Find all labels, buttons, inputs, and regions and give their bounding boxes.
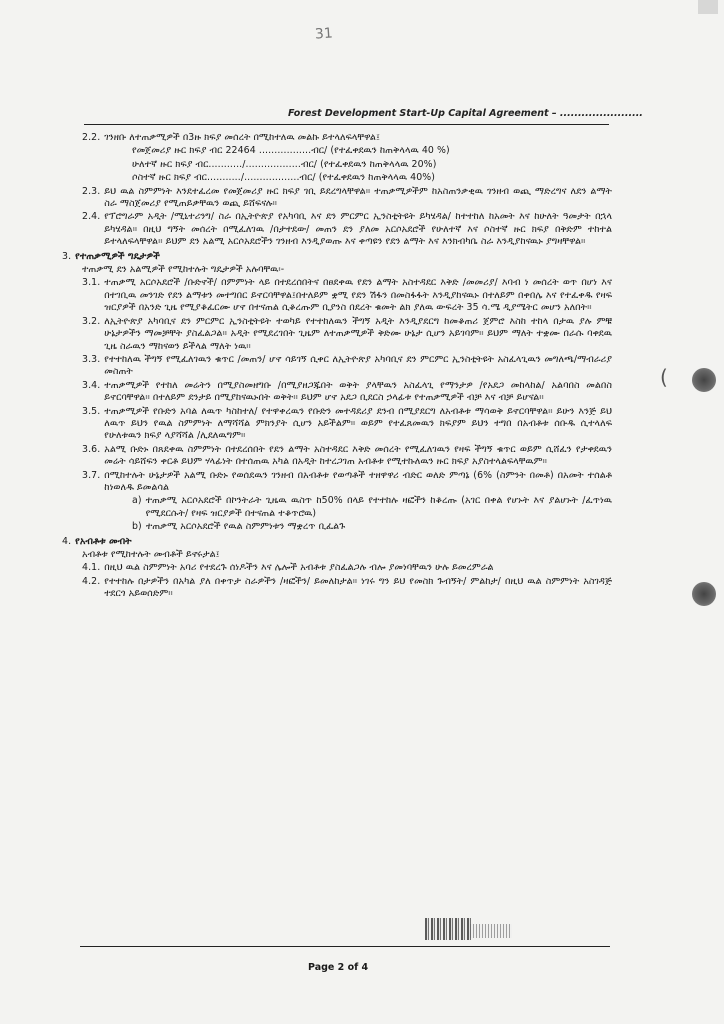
clause-number: 3.3. xyxy=(82,353,101,365)
clause-number: a) xyxy=(132,495,142,507)
clause-text: የተጠቃሚዎች ግዴታዎች xyxy=(75,250,160,262)
header-title xyxy=(288,108,643,119)
section-heading xyxy=(62,536,612,548)
punch-hole-upper xyxy=(692,368,716,392)
clause-number: 3.2. xyxy=(82,315,101,327)
payment-line xyxy=(62,172,612,184)
payment-line xyxy=(62,159,612,171)
clause-text: ለኢትዮጵያ አካባቢና ደን ምርምር ኢንስቲትዩት ተወካይ የተተከለዉን ችግኝ አዲት እንዲያደርግ ከመቆጠሪ ጀምሮ እስከ ተከላ በታዉ ያሉ ምቹ ሁኔታዎችን ማመቻቸት ያስፈልጋል። አዲት የሚደረገበት ጊዜም ለተጠቃሚዎች ቅድሙ ሁኔታ ሲሆን አይገባም። ይህም ማለት ተቋሙ በራሱ ባቀደዉ ጊዜ ስራዉን ማከናወን ይችላል ማለት ነዉ። xyxy=(104,315,612,352)
clause-number: b) xyxy=(132,521,142,533)
clause-item xyxy=(62,354,612,379)
clause-number: 3.7. xyxy=(82,469,101,481)
payment-line-text: ሶስተኛ ዙር ክፍያ ብር.........../..................ብር/ (የተፈቀደዉን ከጠቅላላዉ 40%) xyxy=(132,172,436,184)
payment-line-text: የመጀመሪያ ዙር ክፍያ ብር 22464 .................ብር/ (የተፈቀደዉን ከጠቅላላዉ 40 %) xyxy=(132,145,450,157)
clause-item xyxy=(62,562,612,574)
clause-item xyxy=(62,277,612,314)
agreement-body xyxy=(62,132,612,602)
clause-number: 4.2. xyxy=(82,575,101,587)
section-intro xyxy=(62,549,612,561)
clause-item xyxy=(62,576,612,601)
clause-number: 4. xyxy=(62,535,72,547)
header-title-text: Forest Development Start-Up Capital Agreement – xyxy=(288,108,557,119)
section-heading xyxy=(62,251,612,263)
clause-text: የተተከሉ በታዎችን በአካል ያለ በቀጥታ ስራዎችን /ዛፎችን/ ይመለከታል። ነገሩ ግን ይህ የመስክ ጉብኝት/ ምልከታ/ በዚህ ዉል ስምምነት አስገዳጅ ተደርጎ አይወሰድም። xyxy=(104,575,612,600)
clause-text: ይህ ዉል ስምምነት እንደተፈረመ የመጀመሪያ ዙር ክፍያ ገቢ ይደረግላቸዋል። ተጠቃሚዎችም ከአስጠንቃቂዉ ገንዘብ ወጪ ማድረግና ለደን ልማት ስራ ማስጀመሪያ የሚጠይቃቸዉን ወጪ ይሸፍናሉ። xyxy=(104,185,612,210)
footer-page-number: Page 2 of 4 xyxy=(308,962,369,973)
clause-text: በዚህ ዉል ስምምነት አባሪ የተደረጉ ሰነዶችን እና ሌሎች አብቶቱ ያስፈልጋሉ ብሎ ያመነባቸዉን ሁሉ ይመረምራል xyxy=(104,562,494,574)
payment-line xyxy=(62,145,612,157)
clause-item xyxy=(62,316,612,353)
clause-item xyxy=(62,406,612,443)
top-page-number: 31 xyxy=(314,25,334,43)
clause-number: 3.1. xyxy=(82,277,101,289)
clause-item xyxy=(62,444,612,469)
clause-text: አልሚ ቡድኑ በጸደቀዉ ስምምነት በተደረሰበት የደን ልማት አስተዳደር እቅድ መሰረት የሚፈለገዉን የዛፍ ችግኝ ቁጥር ወይም ሲሸፈን የታቀደዉን መሬት ሳይሸፍን ቀርቶ ይህም ሃላፊነት በተሰጠዉ አካል በአዲት ከተረጋገጠ አብቶቱ የሚተኩለዉን ዙር ክፍያ አያስተላልፍላቸዉም። xyxy=(104,443,612,468)
clause-text: ተጠቃሚ አርሶአደሮች በኮንትራት ጊዜዉ ዉስጥ ከ50% በላይ የተተከሉ ዛፎችን ከቆረጡ (አገር በቀል የሆኑት እና ያልሆኑት /ፈጥነዉ የሚደርሱት/ የዛፍ ዝርያዎች በተናጠል ተቆጥሮዉ) xyxy=(145,495,612,519)
clause-subitem xyxy=(62,521,612,533)
official-stamp xyxy=(425,918,471,940)
clause-number: 3.5. xyxy=(82,405,101,417)
clause-item xyxy=(62,380,612,405)
clause-item xyxy=(62,470,612,495)
punch-hole-lower xyxy=(692,582,716,606)
footer-rule xyxy=(80,946,610,947)
clause-number: 2.4. xyxy=(82,211,101,223)
scan-fold-mark xyxy=(698,0,718,14)
clause-item xyxy=(62,186,612,211)
margin-mark: ( xyxy=(660,365,668,389)
clause-text: የአብቶቱ መብት xyxy=(75,535,132,547)
clause-item xyxy=(62,211,612,248)
clause-text: የተተከለዉ ችግኝ የሚፈለገዉን ቁጥር /መጠን/ ሆኖ ሳይገኝ ሲቀር ለኢትዮጵያ አካባቢና ደን ምርምር ኢንስቲትዩት አስፈላጊዉን መግለጫ/ማብራሪያ መስጠት xyxy=(104,353,612,378)
clause-subitem xyxy=(62,495,612,520)
clause-text: ተጠቃሚዎች የተከለ መሬትን በሚያስመዘግቡ /በሚያዘጋጁበት ወቅት ያላቸዉን አስፈላጊ የማንታዎ /የአደጋ መከላከል/ አልባበስ መልበስ ይኖርባቸዋል። በተለይም ደንታይ በሚያከናዉኑበት ወቅት። ይህም ሆኖ አደጋ ቢደርስ ኃላፊቱ የተጠቃሚዎች ብቻ እና ብቻ ይሆናል። xyxy=(104,379,612,404)
clause-number: 3.4. xyxy=(82,379,101,391)
header-title-leader: ....................... xyxy=(556,108,643,119)
signature-mark xyxy=(470,924,512,938)
clause-text: ተጠቃሚ አርሶአደሮች /ቡድኖች/ በምምነት ላይ በተደረሰበትና በፀደቀዉ የደን ልማት አስተዳደር እቅድ /መመሪያ/ እባብ ነ መሰረት ወጥ በሆነ እና በተገቢዉ መንገድ የደን ልማቱን መተግበር ይኖርባቸዋል፤በተለይም ቋሚ የደን ሽፋን በመስፋፋት እንዲያከናዉኑ በተለይም በቀበሌ እና የተፈቀዱ የዛፍ ዝርያዎች በአንድ ጊዜ የሚያቆፈርሙ ሆኖ በተናጠል ሲቆረጡም ቢያንስ በደረት ቁመት ልክ ያለዉ ውፍረት 35 ሳ.ሜ ዲያሜትር መሆን አለበት። xyxy=(104,277,612,314)
clause-text: በሚከተሉት ሁኔታዎች አልሚ ቡድኑ የወሰደዉን ገንዘብ በአብቶቱ የወጣቶች ተዘዋዋሪ ብድር ወለድ ምጣኔ (6% (ስምንት በመቶ) በአመት ተሰልቶ ከነወለዱ ይመልሳል xyxy=(104,469,612,493)
clause-number: 2.2. xyxy=(82,132,101,143)
clause-item xyxy=(62,132,612,144)
section-intro xyxy=(62,264,612,276)
clause-number: 3. xyxy=(62,250,72,262)
clause-text: ተጠቃሚዎች የቡድን አባል ለዉጥ ካስከተለ/ የተዋቀረዉን የቡድን መተዳደሪያ ደንብ በሚያደርግ ለአብቶቱ ማሳወቅ ይኖርባቸዋል። ይሁን እንጅ ይህ ለዉጥ ይህን የዉል ስምምነት ለማሻሻል ምክንያት ሲሆን አይችልም። ወይም የተፈጸመዉን ክፍያም ይህን ተግበ በአብቶቱ ሰቡዱ ሲተላለፍ የሁለቱዉን ክፍያ ላያሻሻል /ሊደለዉግም። xyxy=(104,405,612,442)
payment-line-text: ሁለተኛ ዙር ክፍያ ብር.........../..................ብር/ (የተፈቀደዉን ከጠቅላላዉ 20%) xyxy=(132,158,437,170)
clause-text: የፕሮግራም አዲት /ሚኒተሪንግ/ ስራ በኢትዮጵያ የአካባቢ እና ደን ምርምር ኢንስቲትዩት ይካሄዳል/ ከተተከለ ከአመት እና ከሁለት ዓመታት በኋላ ይካሄዳል። በዚህ ግኝት መሰረት በሚፈለገዉ /በታተደው/ መጠን ደን ያለመ አርሶአደሮች የሁለተኛ እና ሶስተኛ ዙር ክፍያ በቅድም ተከተል ይተላለፍላቸዋል። ይህም ደን አልሚ አርሶአደሮችን ገንዘብ እንዲያወጡ እና ቀጣዩን የደን ልማት እና እንክብካቤ ስራ እንዲያከናዉኑ ያግዛቸዋል። xyxy=(104,211,612,248)
clause-number: 3.6. xyxy=(82,443,101,455)
section-intro-text: አብቶቱ የሚከተሉት መብቶች ይኖሩታል፤ xyxy=(82,549,220,560)
clause-number: 2.3. xyxy=(82,185,101,197)
clause-text: ተጠቃሚ አርሶአደሮች የዉል ስምምነቱን ማቋረጥ ቢፈልጉ xyxy=(145,521,346,533)
clause-number: 4.1. xyxy=(82,562,101,574)
header-rule xyxy=(84,124,609,125)
section-intro-text: ተጠቃሚ ደን አልሚዎች የሚከተሉት ግዴታዎች አሉባቸዉ፡- xyxy=(82,264,285,276)
clause-text: ገንዘቡ ለተጠቃሚዎች በ3ዙ ክፍያ መሰረት በሚከተለዉ መልኩ ይተላለፍላቸዋል፤ xyxy=(104,132,380,143)
